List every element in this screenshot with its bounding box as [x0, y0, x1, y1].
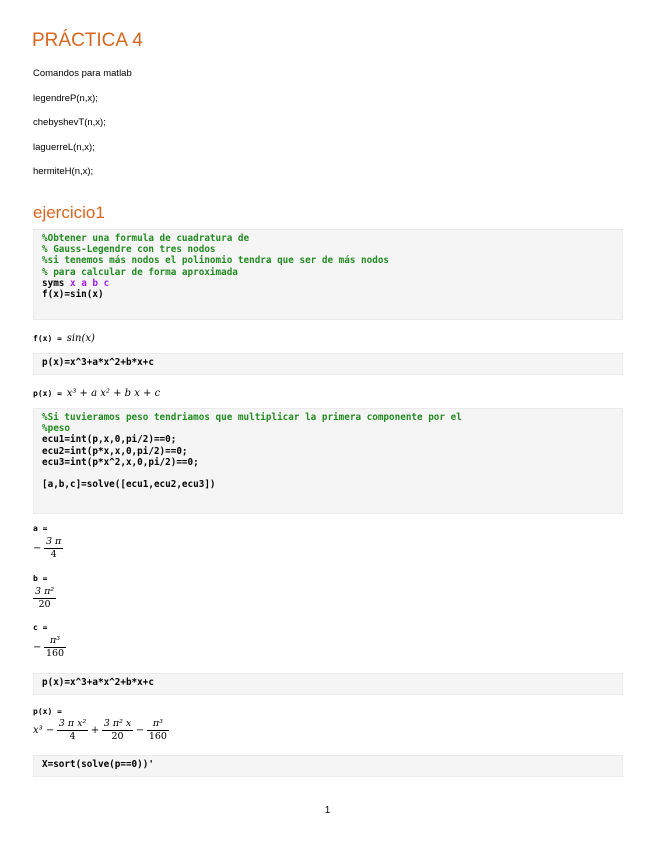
solution-a-label — [33, 523, 47, 533]
intro-text — [33, 62, 132, 185]
math-term: x³ − — [33, 724, 55, 736]
code-line: ecu2=int(p*x,x,0,pi/2)==0; — [42, 445, 188, 457]
denominator: 20 — [111, 731, 124, 742]
numerator: 3 π x² — [58, 718, 87, 729]
output-variable: a = — [33, 524, 48, 533]
solution-a-value — [33, 536, 63, 561]
solution-b-label — [33, 573, 47, 583]
output-variable: p(x) = — [33, 389, 67, 398]
fraction — [57, 718, 89, 743]
code-comment: %Obtener una formula de cuadratura de — [42, 233, 250, 244]
solution-c-value — [33, 635, 66, 660]
code-keyword: syms — [42, 277, 70, 289]
code-line: p(x)=x^3+a*x^2+b*x+c — [42, 357, 154, 368]
code-comment: % Gauss-Legendre con tres nodos — [42, 244, 216, 256]
intro-line: hermiteH(n,x); — [33, 166, 94, 178]
code-line: [a,b,c]=solve([ecu1,ecu2,ecu3]) — [42, 479, 216, 491]
fraction — [102, 718, 134, 743]
fraction — [44, 635, 66, 660]
intro-line: legendreP(n,x); — [33, 92, 98, 104]
minus-sign: − — [33, 641, 42, 653]
output-p — [33, 388, 160, 399]
minus-sign: − — [33, 542, 42, 554]
output-variable: p(x) = — [33, 707, 62, 716]
code-line: ecu3=int(p*x^2,x,0,pi/2)==0; — [42, 456, 199, 468]
page-title: PRÁCTICA 4 — [32, 30, 143, 51]
code-comment: %peso — [42, 423, 70, 435]
intro-line: Comandos para matlab — [33, 68, 132, 79]
denominator: 4 — [69, 731, 76, 742]
numerator: π³ — [147, 718, 169, 731]
output-variable: f(x) = — [33, 334, 67, 343]
code-block[interactable] — [33, 229, 623, 320]
solution-c-label — [33, 622, 47, 632]
code-comment: %si tenemos más nodos el polinomio tendra que ser de más nodos — [42, 255, 390, 267]
math-operator: − — [135, 724, 145, 736]
code-block[interactable] — [33, 673, 623, 695]
code-comment: % para calcular de forma aproximada — [42, 266, 238, 278]
output-expression: x³ + a x² + b x + c — [66, 388, 161, 399]
denominator: 4 — [50, 549, 57, 560]
fraction — [33, 586, 56, 611]
code-line: p(x)=x^3+a*x^2+b*x+c — [42, 677, 154, 688]
solution-b-value — [33, 586, 56, 611]
code-symbols: x a b c — [70, 277, 110, 289]
denominator: 160 — [45, 648, 65, 659]
code-block[interactable] — [33, 353, 623, 375]
code-line: f(x)=sin(x) — [42, 289, 104, 301]
output-expression: sin(x) — [66, 333, 95, 344]
output-p-label — [33, 706, 62, 716]
output-variable: b = — [33, 574, 48, 583]
numerator: 3 π — [45, 536, 62, 547]
numerator: 3 π² — [35, 586, 55, 597]
output-variable: c = — [33, 623, 48, 632]
code-comment: %Si tuvieramos peso tendriamos que multiplicar la primera componente por el — [42, 412, 462, 423]
output-p-expanded — [33, 718, 169, 743]
intro-line: chebyshevT(n,x); — [33, 117, 106, 129]
code-block[interactable] — [33, 755, 623, 777]
code-block[interactable] — [33, 408, 623, 514]
denominator: 20 — [38, 599, 51, 610]
code-line: X=sort(solve(p==0))' — [42, 759, 154, 770]
fraction — [147, 718, 169, 743]
denominator: 160 — [148, 731, 167, 742]
fraction — [44, 536, 63, 561]
section-heading: ejercicio1 — [33, 203, 105, 222]
numerator: π³ — [44, 635, 66, 648]
page-number: 1 — [324, 805, 331, 816]
intro-line: laguerreL(n,x); — [33, 141, 95, 153]
code-line: ecu1=int(p,x,0,pi/2)==0; — [42, 434, 177, 446]
output-f — [33, 333, 95, 344]
math-operator: + — [90, 724, 100, 736]
numerator: 3 π² x — [103, 718, 132, 729]
